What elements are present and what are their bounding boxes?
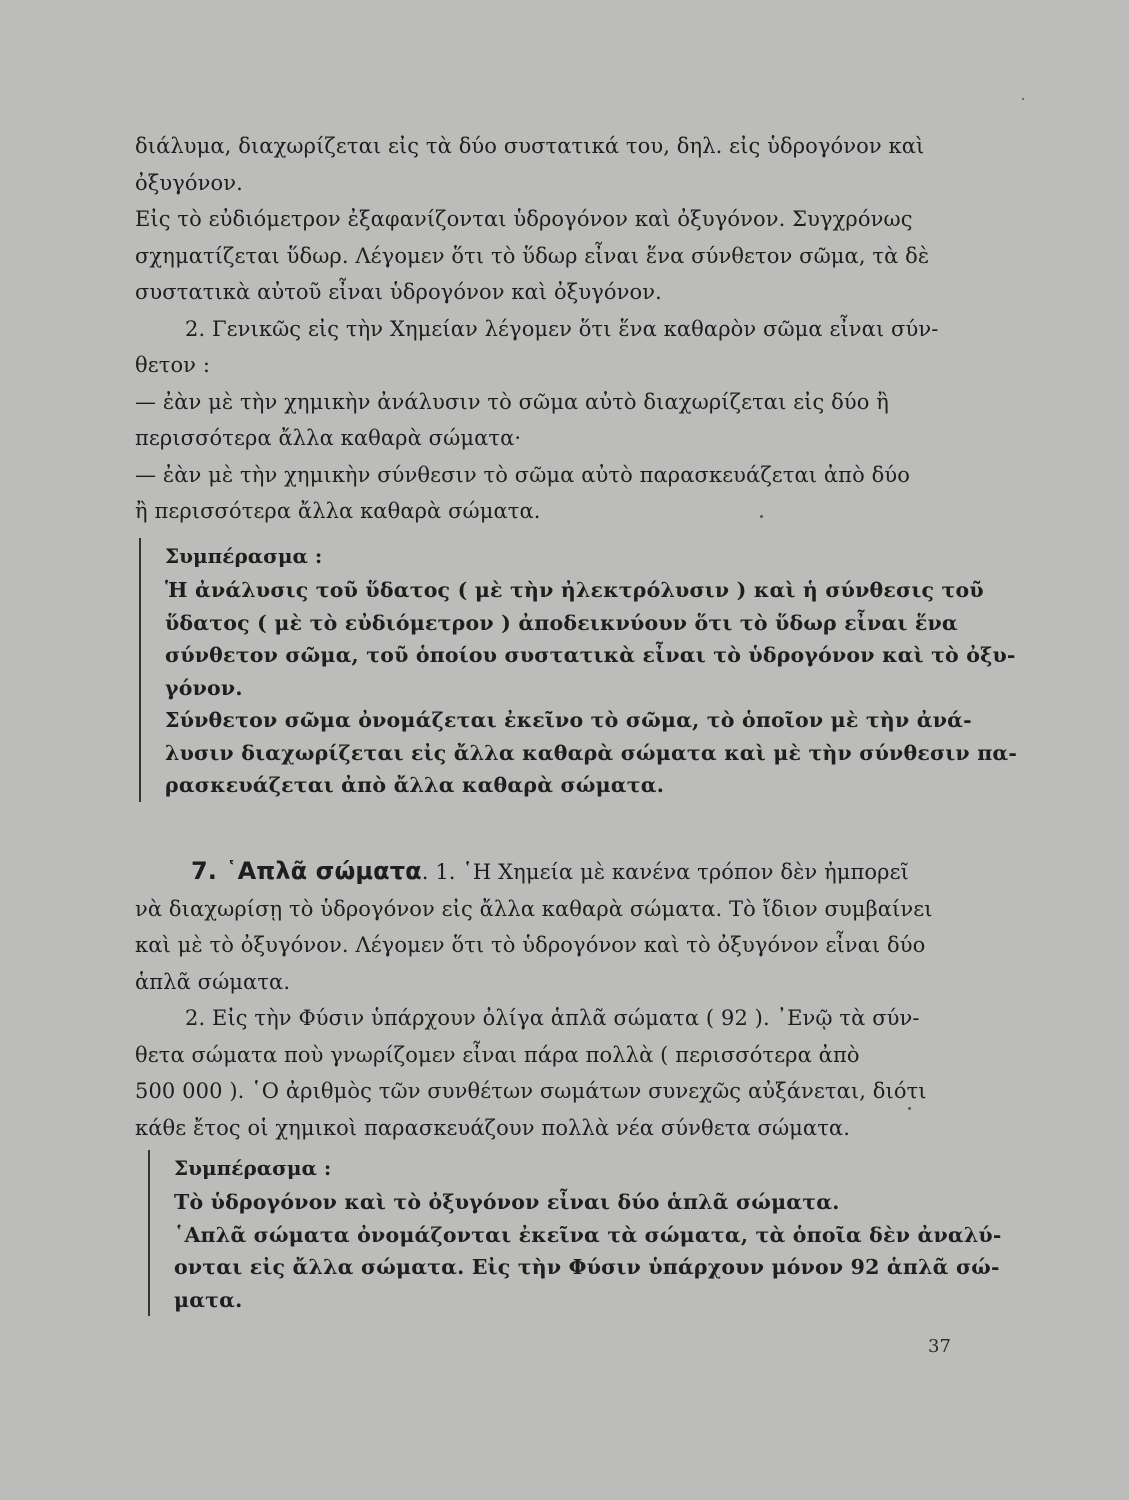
conclusion-box-1 <box>139 538 1018 802</box>
conclusion-line: λυσιν διαχωρίζεται εἰς ἄλλα καθαρὰ σώματα καὶ μὲ τὴν σύνθεσιν πα- <box>165 740 1018 765</box>
section-7 <box>135 853 935 1146</box>
dust-speck <box>908 1107 911 1110</box>
conclusion-line: Τὸ ὑδρογόνον καὶ τὸ ὀξυγόνον εἶναι δύο ἁπλᾶ σώματα. <box>174 1190 840 1214</box>
text-line: καὶ μὲ τὸ ὀξυγόνον. Λέγομεν ὅτι τὸ ὑδρογόνον καὶ τὸ ὀξυγόνον εἶναι δύο <box>135 933 926 957</box>
dust-speck <box>1022 98 1024 100</box>
text-line: Εἰς τὸ εὐδιόμετρον ἐξαφανίζονται ὑδρογόνον καὶ ὀξυγόνον. Συγχρόνως <box>135 207 913 231</box>
text-line: 2. Εἰς τὴν Φύσιν ὑπάρχουν ὀλίγα ἁπλᾶ σώματα ( 92 ). ᾿Ενῷ τὰ σύν- <box>185 1006 920 1030</box>
conclusion-heading: Συμπέρασμα : <box>165 544 323 568</box>
text-line: ἁπλᾶ σώματα. <box>135 969 291 994</box>
section-first-line <box>135 853 935 891</box>
text-line: κάθε ἔτος οἱ χημικοὶ παρασκευάζουν πολλὰ νέα σύνθετα σώματα. <box>135 1115 850 1140</box>
dust-speck <box>760 515 763 518</box>
conclusion-line: ονται εἰς ἄλλα σώματα. Εἰς τὴν Φύσιν ὑπάρχουν μόνον 92 ἁπλᾶ σώ- <box>174 1255 1000 1279</box>
text-line: θετον : <box>135 353 210 377</box>
text-line: περισσότερα ἄλλα καθαρὰ σώματα· <box>135 426 522 450</box>
text-line: σχηματίζεται ὕδωρ. Λέγομεν ὅτι τὸ ὕδωρ εἶναι ἕνα σύνθετον σῶμα, τὰ δὲ <box>135 243 930 268</box>
conclusion-line: Ἡ ἀνάλυσις τοῦ ὕδατος ( μὲ τὴν ἠλεκτρόλυσιν ) καὶ ἡ σύνθεσις τοῦ <box>165 578 984 602</box>
text-line: συστατικὰ αὐτοῦ εἶναι ὑδρογόνον καὶ ὀξυγόνον. <box>135 280 662 304</box>
conclusion-line: σύνθετον σῶμα, τοῦ ὁποίου συστατικὰ εἶναι τὸ ὑδρογόνον καὶ τὸ ὀξυ- <box>165 643 1016 667</box>
text-line: 2. Γενικῶς εἰς τὴν Χημείαν λέγομεν ὅτι ἕνα καθαρὸν σῶμα εἶναι σύν- <box>185 316 939 341</box>
text-line: διάλυμα, διαχωρίζεται εἰς τὰ δύο συστατικά του, δηλ. εἰς ὑδρογόνον καὶ <box>135 134 925 158</box>
text-line: 500 000 ). ῾Ο ἀριθμὸς τῶν συνθέτων σωμάτων συνεχῶς αὐξάνεται, διότι <box>135 1079 927 1103</box>
conclusion-line: ρασκευάζεται ἀπὸ ἄλλα καθαρὰ σώματα. <box>165 773 665 797</box>
conclusion-line: γόνον. <box>165 675 243 700</box>
section-title: 7. ῾Απλᾶ σώματα <box>191 857 422 885</box>
text-line: — ἐὰν μὲ τὴν χημικὴν ἀνάλυσιν τὸ σῶμα αὐτὸ διαχωρίζεται εἰς δύο ἢ <box>135 389 889 414</box>
conclusion-line: ὕδατος ( μὲ τὸ εὐδιόμετρον ) ἀποδεικνύουν ὅτι τὸ ὕδωρ εἶναι ἕνα <box>165 610 958 635</box>
text-line: ἢ περισσότερα ἄλλα καθαρὰ σώματα. <box>135 499 541 523</box>
section-first-line-text: . 1. ῾Η Χημεία μὲ κανένα τρόπον δὲν ἠμπορεῖ <box>421 860 909 884</box>
text-line: θετα σώματα ποὺ γνωρίζομεν εἶναι πάρα πολλὰ ( περισσότερα ἀπὸ <box>135 1042 860 1067</box>
text-line: νὰ διαχωρίσῃ τὸ ὑδρογόνον εἰς ἄλλα καθαρὰ σώματα. Τὸ ἴδιον συμβαίνει <box>135 896 933 921</box>
conclusion-line: ματα. <box>174 1287 243 1312</box>
conclusion-line: Σύνθετον σῶμα ὀνομάζεται ἐκεῖνο τὸ σῶμα, τὸ ὁποῖον μὲ τὴν ἀνά- <box>165 708 972 732</box>
page-number: 37 <box>928 1336 951 1357</box>
conclusion-line: ῾Απλᾶ σώματα ὀνομάζονται ἐκεῖνα τὰ σώματα, τὰ ὁποῖα δὲν ἀναλύ- <box>174 1222 1002 1247</box>
text-line: ὀξυγόνον. <box>135 170 243 195</box>
text-line: — ἐὰν μὲ τὴν χημικὴν σύνθεσιν τὸ σῶμα αὐτὸ παρασκευάζεται ἀπὸ δύο <box>135 462 910 487</box>
conclusion-heading: Συμπέρασμα : <box>174 1156 332 1180</box>
conclusion-box-2 <box>148 1150 1002 1316</box>
top-text <box>135 128 939 530</box>
